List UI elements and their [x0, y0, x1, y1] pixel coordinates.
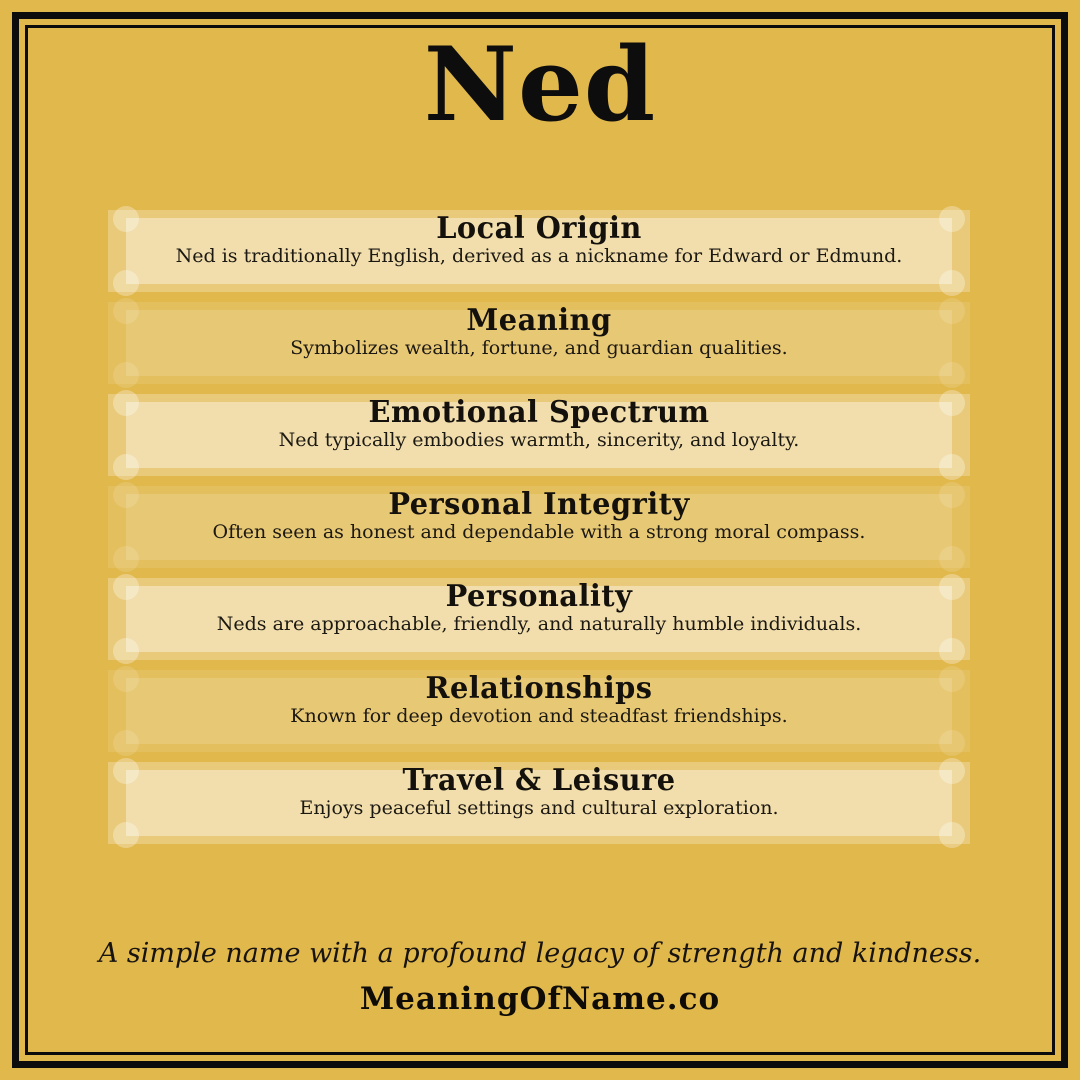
corner-rivet-bottom-right [939, 822, 965, 848]
section-description: Ned is traditionally English, derived as a nickname for Edward or Edmund. [175, 245, 903, 267]
corner-rivet-bottom-right [939, 730, 965, 756]
corner-rivet-bottom-left [113, 454, 139, 480]
section-card-content [108, 394, 970, 452]
section-description: Often seen as honest and dependable with a strong moral compass. [212, 521, 866, 543]
corner-rivet-bottom-left [113, 270, 139, 296]
section-card [108, 762, 970, 844]
section-card [108, 394, 970, 476]
site-name: MeaningOfName.co [359, 981, 721, 1017]
section-card-content [108, 302, 970, 360]
section-title: Local Origin [436, 211, 642, 246]
corner-rivet-bottom-left [113, 730, 139, 756]
section-card [108, 210, 970, 292]
section-title: Relationships [425, 671, 653, 706]
section-title: Travel & Leisure [402, 763, 676, 798]
section-card-content [108, 210, 970, 268]
section-title: Personality [445, 579, 633, 614]
section-card [108, 670, 970, 752]
section-description: Known for deep devotion and steadfast friendships. [290, 705, 788, 727]
section-description: Ned typically embodies warmth, sincerity, and loyalty. [278, 429, 800, 451]
section-card-content [108, 578, 970, 636]
sections-list [108, 210, 970, 844]
section-card-content [108, 670, 970, 728]
corner-rivet-bottom-left [113, 822, 139, 848]
section-title: Meaning [466, 303, 612, 338]
tagline: A simple name with a profound legacy of strength and kindness. [98, 938, 982, 969]
section-card [108, 486, 970, 568]
corner-rivet-bottom-right [939, 270, 965, 296]
section-card [108, 578, 970, 660]
section-description: Neds are approachable, friendly, and naturally humble individuals. [216, 613, 862, 635]
corner-rivet-bottom-right [939, 638, 965, 664]
corner-rivet-bottom-left [113, 638, 139, 664]
corner-rivet-bottom-left [113, 546, 139, 572]
section-card [108, 302, 970, 384]
corner-rivet-bottom-left [113, 362, 139, 388]
corner-rivet-bottom-right [939, 454, 965, 480]
corner-rivet-bottom-right [939, 362, 965, 388]
section-title: Personal Integrity [388, 487, 690, 522]
section-title: Emotional Spectrum [368, 395, 710, 430]
section-card-content [108, 762, 970, 820]
page-title: Ned [423, 25, 657, 145]
section-description: Symbolizes wealth, fortune, and guardian qualities. [290, 337, 788, 359]
corner-rivet-bottom-right [939, 546, 965, 572]
section-description: Enjoys peaceful settings and cultural exploration. [299, 797, 779, 819]
section-card-content [108, 486, 970, 544]
